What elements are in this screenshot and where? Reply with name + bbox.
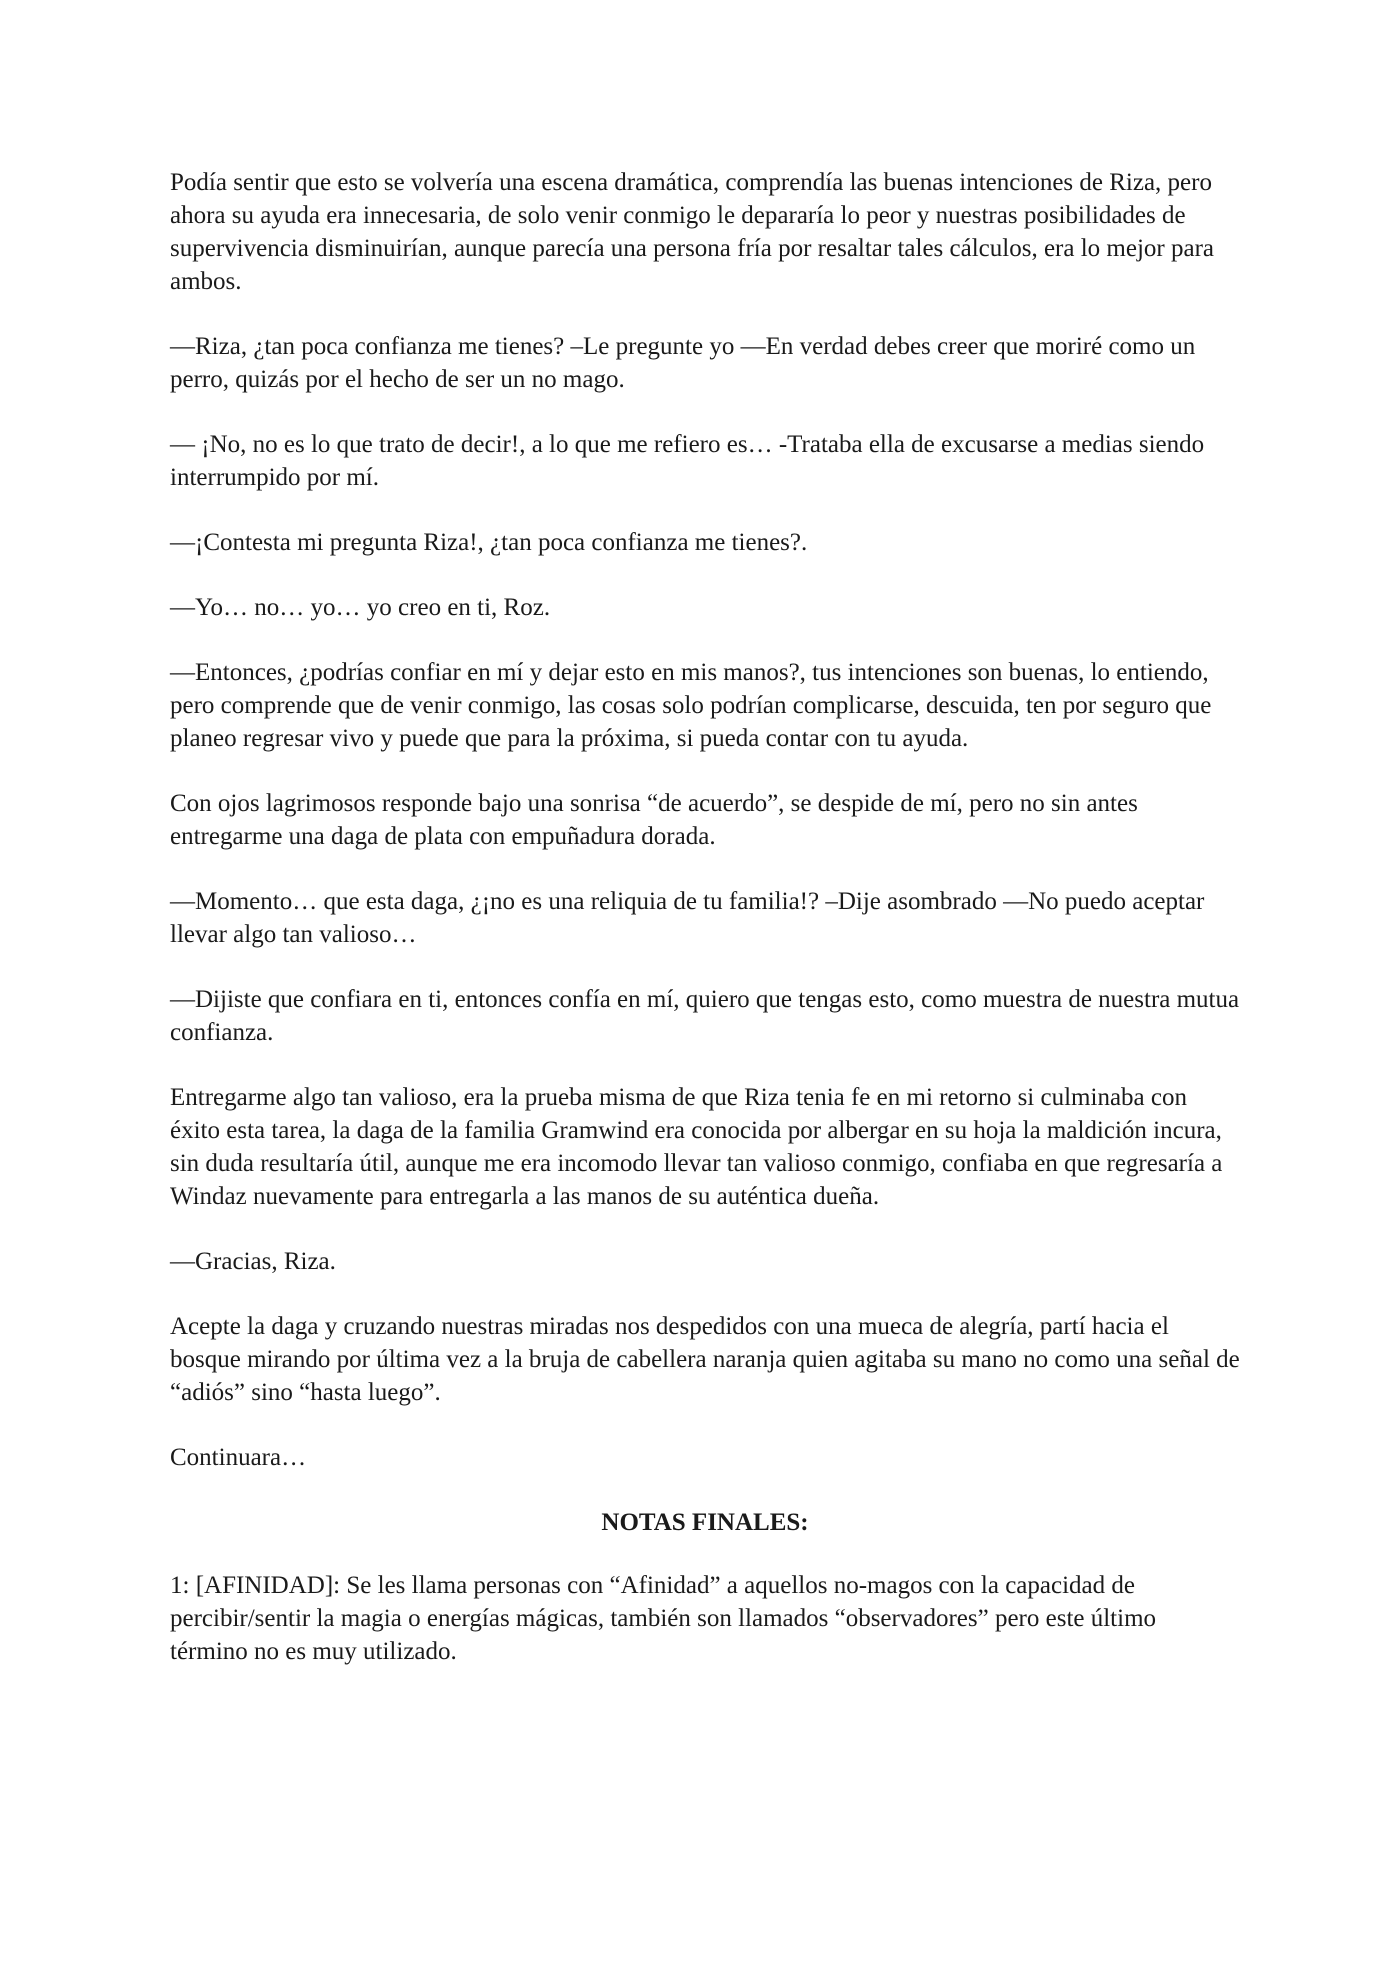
paragraph: —Momento… que esta daga, ¿¡no es una reliquia de tu familia!? –Dije asombrado —No puedo aceptar llevar algo tan valioso…: [170, 888, 1205, 948]
paragraph: Continuara…: [170, 1444, 307, 1471]
notes-heading: NOTAS FINALES:: [601, 1509, 809, 1536]
paragraph: Con ojos lagrimosos responde bajo una sonrisa “de acuerdo”, se despide de mí, pero no sin antes entregarme una daga de plata con empuñadura dorada.: [170, 790, 1138, 850]
paragraph: —¡Contesta mi pregunta Riza!, ¿tan poca confianza me tienes?.: [170, 529, 808, 556]
paragraph: Acepte la daga y cruzando nuestras miradas nos despedidos con una mueca de alegría, partí hacia el bosque mirando por última vez a la bruja de cabellera naranja quien agitaba su mano no como una señal de “adiós” sino “hasta luego”.: [170, 1313, 1240, 1406]
note-item: 1: [AFINIDAD]: Se les llama personas con “Afinidad” a aquellos no-magos con la capacidad de percibir/sentir la magia o energías mágicas, también son llamados “observadores” pero este último término no es muy utilizado.: [170, 1572, 1157, 1665]
paragraph: —Gracias, Riza.: [170, 1248, 336, 1275]
paragraph: —Dijiste que confiara en ti, entonces confía en mí, quiero que tengas esto, como muestra de nuestra mutua confianza.: [170, 986, 1240, 1046]
paragraph: —Yo… no… yo… yo creo en ti, Roz.: [170, 594, 551, 621]
paragraph: —Riza, ¿tan poca confianza me tienes? –Le pregunte yo —En verdad debes creer que moriré como un perro, quizás por el hecho de ser un no mago.: [170, 333, 1196, 393]
paragraph: — ¡No, no es lo que trato de decir!, a lo que me refiero es… -Trataba ella de excusarse a medias siendo interrumpido por mí.: [170, 431, 1205, 491]
paragraph: Entregarme algo tan valioso, era la prueba misma de que Riza tenia fe en mi retorno si culminaba con éxito esta tarea, la daga de la familia Gramwind era conocida por albergar en su hoja la maldición incura, sin duda resultaría útil, aunque me era incomodo llevar tan valioso conmigo, confiaba en que regresaría a Windaz nuevamente para entregarla a las manos de su auténtica dueña.: [170, 1084, 1223, 1210]
document-body: [170, 166, 1240, 1700]
paragraph: Podía sentir que esto se volvería una escena dramática, comprendía las buenas intenciones de Riza, pero ahora su ayuda era innecesaria, de solo venir conmigo le depararía lo peor y nuestras posibilidades de supervivencia disminuirían, aunque parecía una persona fría por resaltar tales cálculos, era lo mejor para ambos.: [170, 169, 1214, 295]
paragraph: —Entonces, ¿podrías confiar en mí y dejar esto en mis manos?, tus intenciones son buenas, lo entiendo, pero comprende que de venir conmigo, las cosas solo podrían complicarse, descuida, ten por seguro que planeo regresar vivo y puede que para la próxima, si pueda contar con tu ayuda.: [170, 659, 1212, 752]
